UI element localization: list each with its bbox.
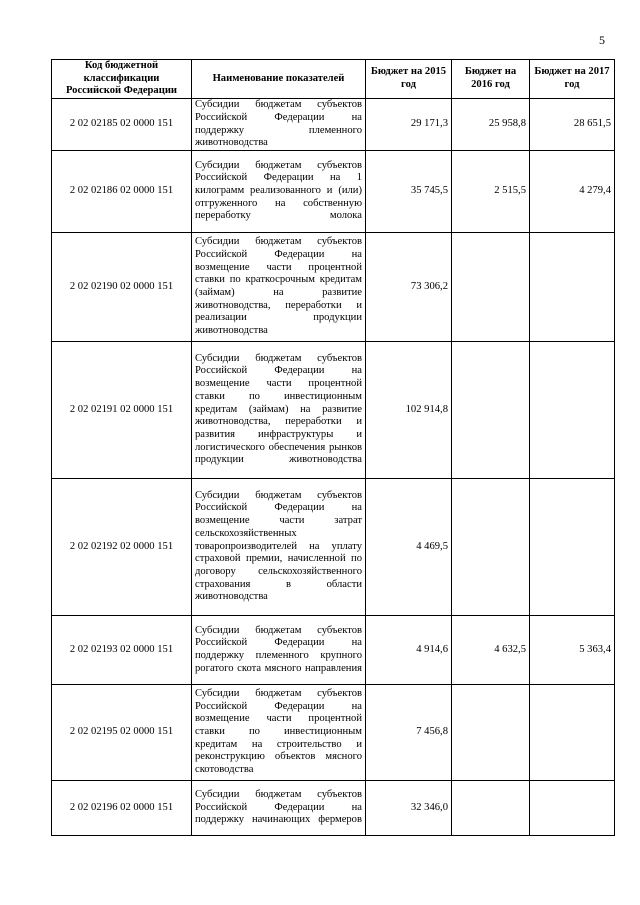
table-header-row: [52, 60, 615, 99]
budget-table: [51, 59, 615, 836]
table-row: [52, 684, 615, 780]
row-value-2015: 35 745,5: [366, 150, 452, 232]
table-row: [52, 232, 615, 341]
row-value-2016: [452, 341, 530, 478]
row-value-2015: 29 171,3: [366, 99, 452, 151]
table-row: [52, 615, 615, 684]
row-name: Субсидии бюджетам субъектов Российской Федерации на возмещение части процентной ставки по инвестиционным кредитам на строительство и реконструкцию объектов мясного скотоводства: [192, 684, 366, 780]
row-value-2017: [530, 341, 615, 478]
row-value-2015: 102 914,8: [366, 341, 452, 478]
row-value-2015: 4 914,6: [366, 615, 452, 684]
row-value-2017: [530, 780, 615, 835]
row-value-2016: 25 958,8: [452, 99, 530, 151]
row-name: Субсидии бюджетам субъектов Российской Федерации на возмещение части процентной ставки по инвестиционным кредитам (займам) на развитие животноводства, переработки и развития инфраструктуры и логистического обеспечения рынков продукции животноводства: [192, 341, 366, 478]
row-code: 2 02 02190 02 0000 151: [52, 232, 192, 341]
row-code: 2 02 02196 02 0000 151: [52, 780, 192, 835]
row-code: 2 02 02186 02 0000 151: [52, 150, 192, 232]
column-header-code: Код бюджетной классификации Российской Федерации: [52, 60, 192, 99]
column-header-name: Наименование показателей: [192, 60, 366, 99]
table-row: [52, 341, 615, 478]
row-value-2017: 4 279,4: [530, 150, 615, 232]
row-code: 2 02 02195 02 0000 151: [52, 684, 192, 780]
row-value-2015: 32 346,0: [366, 780, 452, 835]
row-name: Субсидии бюджетам субъектов Российской Федерации на поддержку начинающих фермеров: [192, 780, 366, 835]
table-row: [52, 478, 615, 615]
row-value-2017: 28 651,5: [530, 99, 615, 151]
row-name: Субсидии бюджетам субъектов Российской Федерации на поддержку племенного крупного рогатого скота мясного направления: [192, 615, 366, 684]
row-name: Субсидии бюджетам субъектов Российской Федерации на возмещение части затрат сельскохозяйственных товаропроизводителей на уплату страховой премии, начисленной по договору сельскохозяйственного страхования в области животноводства: [192, 478, 366, 615]
table-row: [52, 99, 615, 151]
row-name: Субсидии бюджетам субъектов Российской Федерации на 1 килограмм реализованного и (или) отгруженного на собственную переработку молока: [192, 150, 366, 232]
row-code: 2 02 02191 02 0000 151: [52, 341, 192, 478]
row-value-2016: [452, 780, 530, 835]
row-code: 2 02 02185 02 0000 151: [52, 99, 192, 151]
column-header-2015: Бюджет на 2015 год: [366, 60, 452, 99]
column-header-2016: Бюджет на 2016 год: [452, 60, 530, 99]
row-code: 2 02 02192 02 0000 151: [52, 478, 192, 615]
row-value-2016: [452, 478, 530, 615]
row-value-2017: [530, 232, 615, 341]
row-code: 2 02 02193 02 0000 151: [52, 615, 192, 684]
row-value-2016: 4 632,5: [452, 615, 530, 684]
row-name: Субсидии бюджетам субъектов Российской Федерации на поддержку племенного животноводства: [192, 99, 366, 151]
column-header-2017: Бюджет на 2017 год: [530, 60, 615, 99]
row-value-2016: [452, 684, 530, 780]
page-number: 5: [599, 33, 605, 47]
row-value-2017: [530, 478, 615, 615]
row-value-2017: 5 363,4: [530, 615, 615, 684]
row-value-2015: 4 469,5: [366, 478, 452, 615]
table-row: [52, 150, 615, 232]
row-value-2016: [452, 232, 530, 341]
row-value-2015: 73 306,2: [366, 232, 452, 341]
table-row: [52, 780, 615, 835]
row-value-2015: 7 456,8: [366, 684, 452, 780]
row-name: Субсидии бюджетам субъектов Российской Федерации на возмещение части процентной ставки по краткосрочным кредитам (займам) на развитие животноводства, переработки и реализации продукции животноводства: [192, 232, 366, 341]
row-value-2016: 2 515,5: [452, 150, 530, 232]
row-value-2017: [530, 684, 615, 780]
